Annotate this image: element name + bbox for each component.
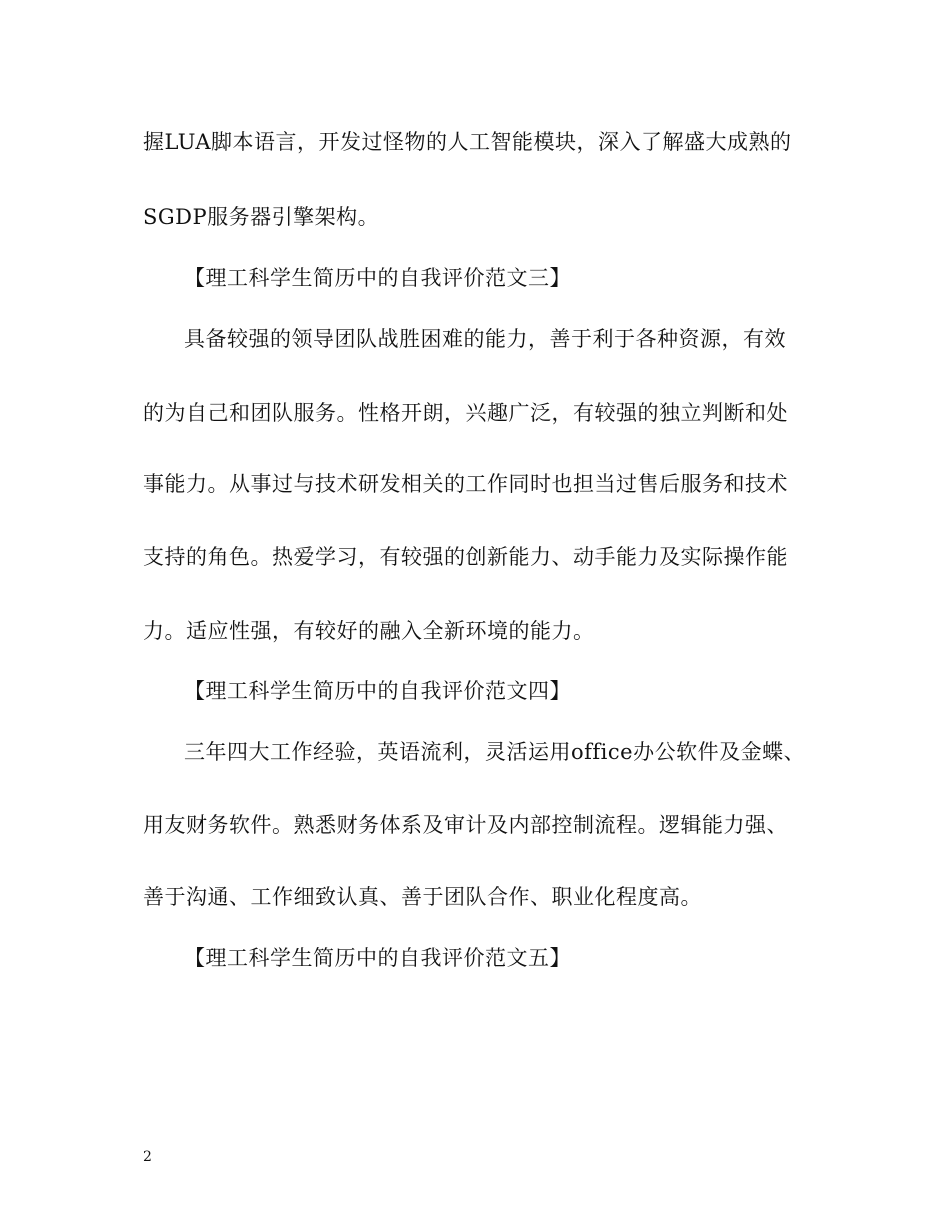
paragraph-line: 具备较强的领导团队战胜困难的能力，善于利于各种资源，有效 — [184, 327, 786, 351]
paragraph-line: 善于沟通、工作细致认真、善于团队合作、职业化程度高。 — [143, 885, 702, 909]
paragraph-line: 用友财务软件。熟悉财务体系及审计及内部控制流程。逻辑能力强、 — [143, 813, 788, 837]
section-heading: 【理工科学生简历中的自我评价范文三】 — [184, 266, 571, 290]
paragraph-line: 力。适应性强，有较好的融入全新环境的能力。 — [143, 619, 595, 643]
paragraph-line: 握LUA脚本语言，开发过怪物的人工智能模块，深入了解盛大成熟的 — [143, 130, 792, 154]
paragraph-line: 事能力。从事过与技术研发相关的工作同时也担当过售后服务和技术 — [143, 472, 788, 496]
page-number: 2 — [143, 1149, 152, 1165]
paragraph-line: SGDP服务器引擎架构。 — [143, 205, 380, 229]
paragraph-line: 三年四大工作经验，英语流利，灵活运用office办公软件及金蝶、 — [184, 740, 806, 764]
paragraph-line: 支持的角色。热爱学习，有较强的创新能力、动手能力及实际操作能 — [143, 545, 788, 569]
section-heading: 【理工科学生简历中的自我评价范文五】 — [184, 946, 571, 970]
section-heading: 【理工科学生简历中的自我评价范文四】 — [184, 679, 571, 703]
paragraph-line: 的为自己和团队服务。性格开朗，兴趣广泛，有较强的独立判断和处 — [143, 401, 788, 425]
